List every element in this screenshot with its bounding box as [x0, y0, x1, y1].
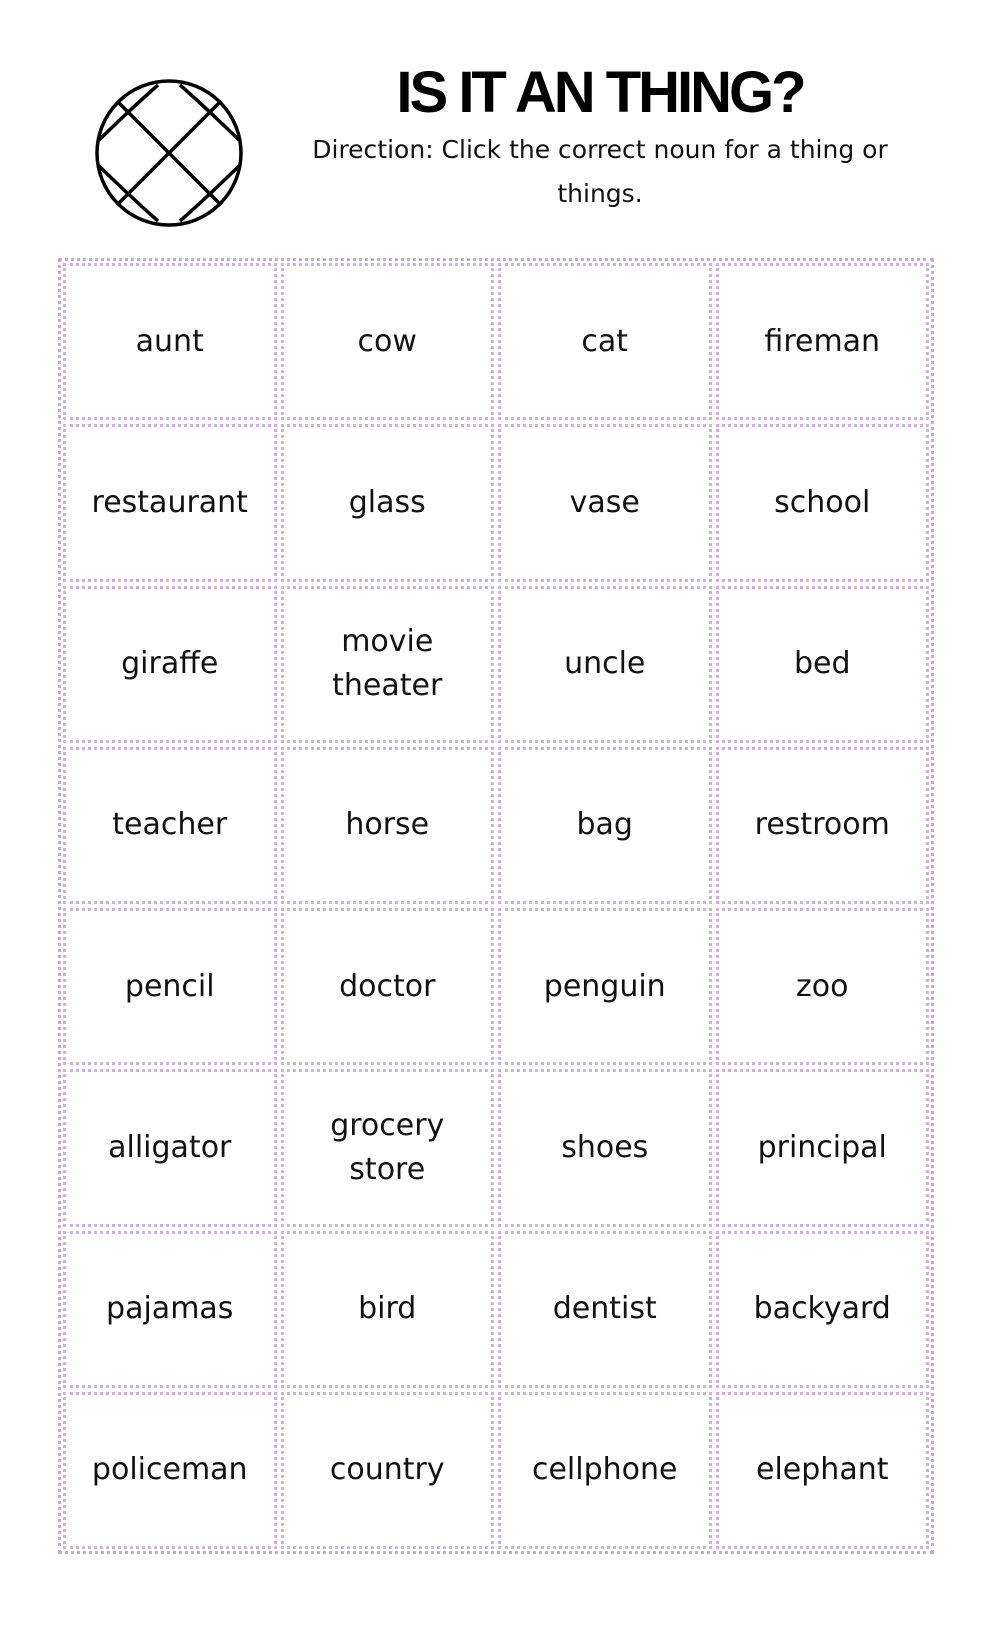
noun-option-button[interactable]: cat [498, 263, 712, 420]
noun-option-button[interactable]: bag [498, 747, 712, 904]
noun-option-button[interactable]: backyard [716, 1231, 930, 1388]
noun-option-button[interactable]: bird [281, 1231, 495, 1388]
noun-option-button[interactable]: restroom [716, 747, 930, 904]
noun-option-button[interactable]: zoo [716, 908, 930, 1065]
noun-option-button[interactable]: elephant [716, 1392, 930, 1549]
noun-option-button[interactable]: fireman [716, 263, 930, 420]
noun-option-button[interactable]: uncle [498, 586, 712, 743]
noun-option-button[interactable]: aunt [63, 263, 277, 420]
page-title: IS IT AN THING? [396, 60, 804, 125]
noun-option-button[interactable]: vase [498, 424, 712, 581]
noun-option-button[interactable]: bed [716, 586, 930, 743]
noun-option-button[interactable]: glass [281, 424, 495, 581]
noun-option-button[interactable]: movie theater [281, 586, 495, 743]
noun-option-button[interactable]: cellphone [498, 1392, 712, 1549]
noun-option-button[interactable]: teacher [63, 747, 277, 904]
noun-option-button[interactable]: policeman [63, 1392, 277, 1549]
noun-option-button[interactable]: pajamas [63, 1231, 277, 1388]
noun-grid [58, 258, 934, 1554]
noun-option-button[interactable]: penguin [498, 908, 712, 1065]
direction-text: Direction: Click the correct noun for a thing or things. [312, 135, 888, 208]
noun-option-button[interactable]: cow [281, 263, 495, 420]
noun-option-button[interactable]: alligator [63, 1069, 277, 1226]
noun-option-button[interactable]: pencil [63, 908, 277, 1065]
noun-option-button[interactable]: grocery store [281, 1069, 495, 1226]
noun-option-button[interactable]: giraffe [63, 586, 277, 743]
noun-option-button[interactable]: school [716, 424, 930, 581]
noun-option-button[interactable]: restaurant [63, 424, 277, 581]
noun-option-button[interactable]: doctor [281, 908, 495, 1065]
noun-option-button[interactable]: horse [281, 747, 495, 904]
noun-option-button[interactable]: shoes [498, 1069, 712, 1226]
basketball-icon [94, 78, 244, 228]
noun-option-button[interactable]: principal [716, 1069, 930, 1226]
noun-option-button[interactable]: country [281, 1392, 495, 1549]
noun-option-button[interactable]: dentist [498, 1231, 712, 1388]
